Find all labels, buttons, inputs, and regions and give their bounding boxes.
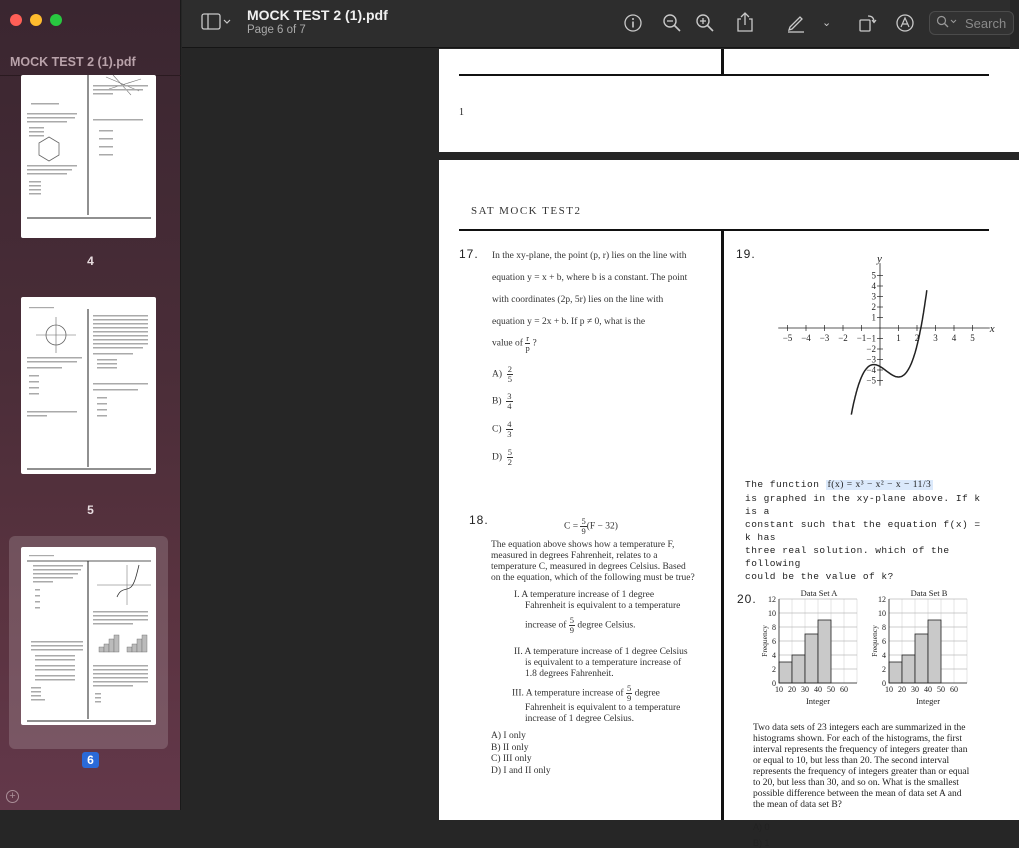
y-tick-label: −4 bbox=[866, 365, 876, 375]
cubic-function-graph bbox=[755, 240, 1005, 410]
x-axis-label: Integer bbox=[805, 696, 831, 706]
pdf-page-6 bbox=[439, 160, 1019, 848]
y-tick-label: 5 bbox=[871, 270, 876, 281]
q17-line-1: In the xy-plane, the point (p, r) lies on the line with bbox=[492, 251, 687, 261]
y-tick-label: 8 bbox=[772, 623, 776, 632]
page-thumbnail-4[interactable] bbox=[21, 75, 156, 238]
q17-option-b[interactable]: B) $\frac{3}{4}$ bbox=[492, 391, 512, 411]
toolbar bbox=[182, 0, 1010, 48]
q18-stem: The equation above shows how a temperature F, measured in degrees Fahrenheit, relates to a temperature C, measured in degrees Celsius. Based on the equation, which of the following must be true? bbox=[491, 540, 695, 583]
x-tick-label: 3 bbox=[933, 333, 938, 343]
y-tick-label: 4 bbox=[772, 651, 776, 660]
x-tick-label: 10 bbox=[885, 685, 893, 694]
document-title: MOCK TEST 2 (1).pdf bbox=[247, 7, 388, 23]
y-tick-label: 0 bbox=[882, 679, 886, 688]
q17-line-5: value of $\frac{r}{p}$ ? bbox=[492, 333, 537, 353]
markup-menu-chevron-icon[interactable]: ⌄ bbox=[822, 17, 832, 29]
search-icon bbox=[936, 15, 958, 32]
q18-statement-1: I. A temperature increase of 1 degree Fahrenheit is equivalent to a temperature increase of $\frac{5}{9}$ degree Celsius. bbox=[514, 590, 681, 635]
zoom-in-icon[interactable] bbox=[695, 13, 715, 39]
y-tick-label: 6 bbox=[772, 637, 776, 646]
annotate-icon[interactable] bbox=[895, 13, 915, 39]
histogram-bar bbox=[805, 634, 818, 683]
question-20-number: 20. bbox=[737, 592, 757, 606]
histogram-bar bbox=[818, 620, 831, 683]
histogram-title: Data Set A bbox=[800, 588, 838, 598]
q17-line-3: with coordinates (2p, 5r) lies on the line with bbox=[492, 295, 664, 305]
x-tick-label: 5 bbox=[970, 333, 975, 343]
y-tick-label: 12 bbox=[878, 595, 886, 604]
y-tick-label: 4 bbox=[882, 651, 886, 660]
x-tick-label: −2 bbox=[838, 333, 848, 343]
q18-options bbox=[491, 731, 551, 777]
x-tick-label: 50 bbox=[827, 685, 835, 694]
column-divider bbox=[721, 231, 724, 820]
histogram-bar bbox=[889, 662, 902, 683]
y-tick-label: 2 bbox=[772, 665, 776, 674]
q18-option-b[interactable]: B) II only bbox=[491, 742, 529, 753]
q17-line-5-prefix: value of bbox=[492, 338, 523, 349]
page-thumbnail-6[interactable] bbox=[21, 547, 156, 725]
y-tick-label: 10 bbox=[768, 609, 776, 618]
q20-option-a[interactable]: A) 0 bbox=[753, 822, 770, 832]
x-tick-label: 30 bbox=[801, 685, 809, 694]
add-page-button[interactable]: + bbox=[6, 790, 19, 803]
header-rule bbox=[459, 229, 989, 231]
x-axis-label: Integer bbox=[915, 696, 941, 706]
histogram-bar bbox=[779, 662, 792, 683]
x-tick-label: 4 bbox=[951, 333, 957, 343]
q17-line-2: equation y = x + b, where b is a constant. The point bbox=[492, 273, 688, 283]
y-tick-label: −1 bbox=[866, 333, 876, 344]
sidebar-toggle-icon[interactable] bbox=[201, 12, 231, 38]
page-number-4[interactable]: 4 bbox=[87, 254, 94, 268]
x-tick-label: −3 bbox=[819, 333, 830, 343]
question-18-number: 18. bbox=[469, 513, 489, 527]
y-tick-label: −2 bbox=[866, 344, 876, 354]
y-tick-label: 2 bbox=[871, 302, 876, 312]
thumbnail-sidebar bbox=[0, 0, 181, 810]
q18-option-a[interactable]: A) I only bbox=[491, 731, 526, 741]
function-formula-highlighted[interactable]: f(x) = x³ − x² − x − 11/3 bbox=[827, 480, 932, 490]
y-axis-label: Frequency bbox=[870, 625, 879, 657]
pdf-page-5 bbox=[439, 49, 1019, 152]
y-tick-label: 0 bbox=[772, 679, 776, 688]
page-header: SAT MOCK TEST2 bbox=[471, 205, 582, 217]
x-tick-label: 60 bbox=[950, 685, 958, 694]
x-axis-label: x bbox=[989, 323, 995, 335]
question-19-number: 19. bbox=[736, 247, 756, 261]
share-icon[interactable] bbox=[735, 11, 755, 39]
page-thumbnail-5[interactable] bbox=[21, 297, 156, 474]
q18-formula: C = $\frac{5}{9}$ (F − 32) bbox=[564, 516, 618, 536]
q18-option-d[interactable]: D) I and II only bbox=[491, 765, 551, 776]
x-tick-label: 40 bbox=[814, 685, 822, 694]
search-placeholder: Search bbox=[965, 16, 1007, 31]
fullscreen-window-button[interactable] bbox=[50, 14, 62, 26]
histogram-bar bbox=[902, 655, 915, 683]
histogram-title: Data Set B bbox=[910, 588, 948, 598]
x-tick-label: 20 bbox=[898, 685, 906, 694]
q20-option-b[interactable]: B) 1 bbox=[753, 838, 770, 848]
page-number-6-label: 6 bbox=[82, 752, 99, 768]
function-curve bbox=[851, 290, 927, 414]
q19-text: The function f(x) = x³ − x² − x − 11/3 is graphed in the xy-plane above. If k is a constant such that the equation f(x) = k has three real solution. which of the following could be the value of k? bbox=[745, 479, 981, 582]
rotate-icon[interactable] bbox=[857, 13, 877, 39]
page5-footer-number: 1 bbox=[459, 107, 464, 118]
question-17-number: 17. bbox=[459, 247, 479, 261]
y-tick-label: 8 bbox=[882, 623, 886, 632]
page-indicator: Page 6 of 7 bbox=[247, 24, 306, 36]
minimize-window-button[interactable] bbox=[30, 14, 42, 26]
x-tick-label: 20 bbox=[788, 685, 796, 694]
page-number-5[interactable]: 5 bbox=[87, 503, 94, 517]
histogram-data-set-b bbox=[871, 589, 983, 719]
x-tick-label: 30 bbox=[911, 685, 919, 694]
q18-option-c[interactable]: C) III only bbox=[491, 754, 532, 764]
x-tick-label: −1 bbox=[856, 333, 867, 343]
sidebar-title: MOCK TEST 2 (1).pdf bbox=[10, 55, 136, 69]
markup-pen-icon[interactable] bbox=[786, 13, 806, 39]
y-tick-label: 2 bbox=[882, 665, 886, 674]
page5-column-divider bbox=[721, 49, 724, 74]
close-window-button[interactable] bbox=[10, 14, 22, 26]
x-tick-label: 1 bbox=[896, 333, 901, 343]
x-tick-label: 40 bbox=[924, 685, 932, 694]
y-tick-label: −3 bbox=[866, 354, 876, 365]
y-tick-label: 1 bbox=[871, 312, 876, 323]
y-tick-label: 3 bbox=[871, 291, 876, 302]
x-tick-label: 60 bbox=[840, 685, 848, 694]
q17-option-d[interactable]: D) $\frac{5}{2}$ bbox=[492, 447, 513, 467]
x-tick-label: −4 bbox=[801, 333, 811, 343]
y-axis-label: y bbox=[877, 253, 882, 266]
y-tick-label: 10 bbox=[878, 609, 886, 618]
y-tick-label: 6 bbox=[882, 637, 886, 646]
search-field[interactable] bbox=[929, 11, 1014, 35]
q17-option-a[interactable]: A) $\frac{2}{5}$ bbox=[492, 364, 513, 384]
histogram-bar bbox=[928, 620, 941, 683]
r-over-p-fraction: $\frac{r}{p}$ bbox=[525, 333, 530, 353]
y-axis-label: Frequency bbox=[760, 625, 769, 657]
info-icon[interactable] bbox=[623, 13, 643, 39]
histogram-bar bbox=[792, 655, 805, 683]
x-tick-label: 10 bbox=[775, 685, 783, 694]
q17-option-c[interactable]: C) $\frac{4}{3}$ bbox=[492, 419, 512, 439]
zoom-out-icon[interactable] bbox=[662, 13, 682, 39]
q18-statement-2: II. A temperature increase of 1 degree Celsius is equivalent to a temperature increase of 1.8 degrees Fahrenheit. bbox=[514, 647, 688, 679]
x-tick-label: 2 bbox=[914, 333, 920, 343]
y-tick-label: 4 bbox=[871, 281, 876, 291]
page-number-6[interactable] bbox=[0, 753, 181, 767]
q18-statement-3: III. A temperature increase of $\frac{5}{9}$ degree Fahrenheit is equivalent to a temperature increase of 1 degree Celsius. bbox=[512, 683, 681, 724]
page5-rule bbox=[459, 74, 989, 76]
x-tick-label: −5 bbox=[782, 333, 793, 343]
histogram-bar bbox=[915, 634, 928, 683]
x-tick-label: 50 bbox=[937, 685, 945, 694]
document-view[interactable] bbox=[182, 49, 1010, 848]
q20-text: Two data sets of 23 integers each are summarized in the histograms shown. For each of the histograms, the first interval represents the frequency of integers greater than or equal to 10, but less than 20. The second interval represents the frequency of integers greater than or equal to 20, but less than 30, and so on. What is the smallest possible difference between the mean of data set A and the mean of data set B? bbox=[753, 723, 970, 810]
y-tick-label: −5 bbox=[866, 375, 876, 386]
histogram-data-set-a bbox=[761, 589, 873, 719]
q17-line-4: equation y = 2x + b. If p ≠ 0, what is the bbox=[492, 317, 646, 327]
y-tick-label: 12 bbox=[768, 595, 776, 604]
